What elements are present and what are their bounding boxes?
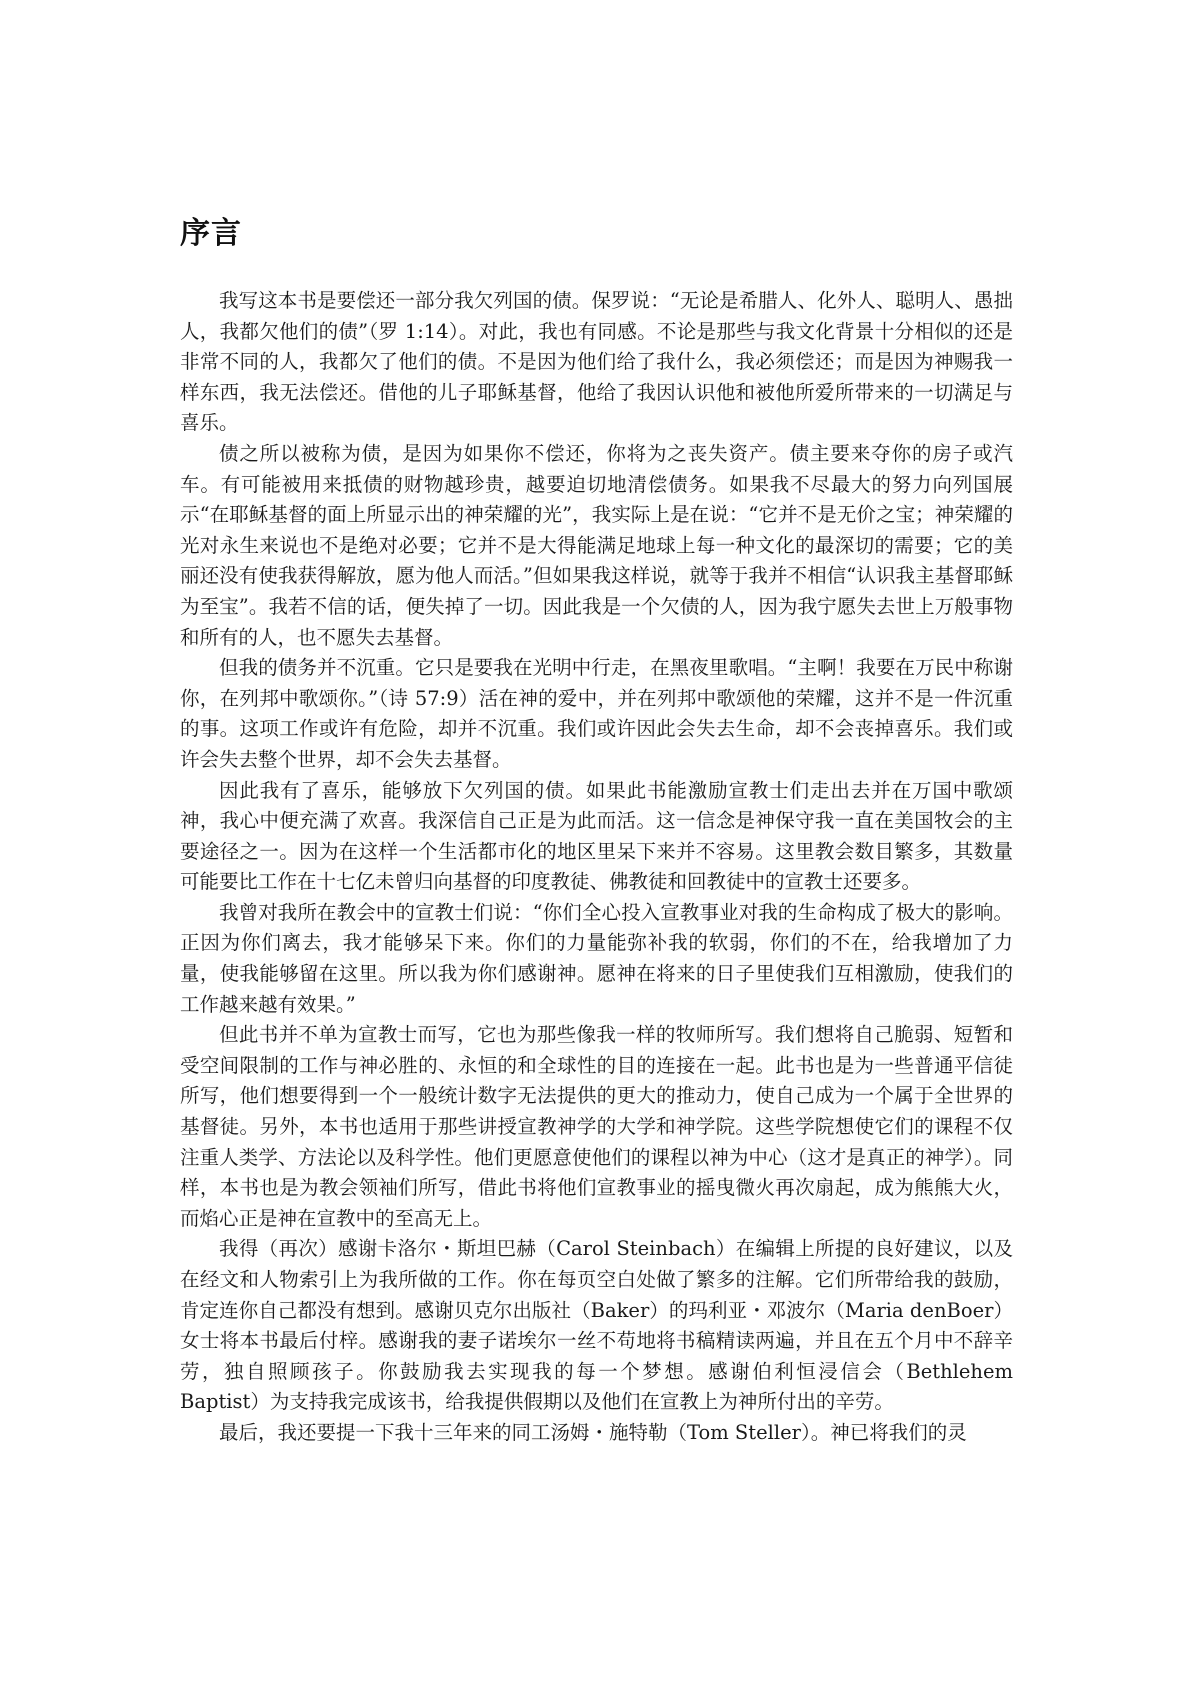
paragraph-6: 但此书并不单为宣教士而写，它也为那些像我一样的牧师所写。我们想将自己脆弱、短暂和受空间限制的工作与神必胜的、永恒的和全球性的目的连接在一起。此书也是为一些普通平信徒所写，他们想要得到一个一般统计数字无法提供的更大的推动力，使自己成为一个属于全世界的基督徒。另外，本书也适用于那些讲授宣教神学的大学和神学院。这些学院想使它们的课程不仅注重人类学、方法论以及科学性。他们更愿意使他们的课程以神为中心（这才是真正的神学）。同样，本书也是为教会领袖们所写，借此书将他们宣教事业的摇曳微火再次扇起，成为熊熊大火，而焰心正是神在宣教中的至高无上。	[180, 1023, 1013, 1230]
page-title: 序言	[180, 216, 242, 251]
paragraph-8: 最后，我还要提一下我十三年来的同工汤姆・施特勒（Tom Steller）。神已将我们的灵	[219, 1420, 967, 1444]
paragraph-7: 我得（再次）感谢卡洛尔・斯坦巴赫（Carol Steinbach）在编辑上所提的良好建议，以及在经文和人物索引上为我所做的工作。你在每页空白处做了繁多的注解。它们所带给我的鼓励，肯定连你自己都没有想到。感谢贝克尔出版社（Baker）的玛利亚・邓波尔（Maria denBoer）女士将本书最后付梓。感谢我的妻子诺埃尔一丝不苟地将书稿精读两遍，并且在五个月中不辞辛劳，独自照顾孩子。你鼓励我去实现我的每一个梦想。感谢伯利恒浸信会（Bethlehem Baptist）为支持我完成该书，给我提供假期以及他们在宣教上为神所付出的辛劳。	[180, 1237, 1013, 1414]
body-text	[180, 286, 1013, 1449]
paragraph-5: 我曾对我所在教会中的宣教士们说：“你们全心投入宣教事业对我的生命构成了极大的影响。正因为你们离去，我才能够呆下来。你们的力量能弥补我的软弱，你们的不在，给我增加了力量，使我能够留在这里。所以我为你们感谢神。愿神在将来的日子里使我们互相激励，使我们的工作越来越有效果。”	[180, 900, 1013, 1016]
paragraph-1: 我写这本书是要偿还一部分我欠列国的债。保罗说：“无论是希腊人、化外人、聪明人、愚拙人，我都欠他们的债”（罗 1:14）。对此，我也有同感。不论是那些与我文化背景十分相似的还是非常不同的人，我都欠了他们的债。不是因为他们给了我什么，我必须偿还；而是因为神赐我一样东西，我无法偿还。借他的儿子耶稣基督，他给了我因认识他和被他所爱所带来的一切满足与喜乐。	[180, 289, 1013, 435]
paragraph-4: 因此我有了喜乐，能够放下欠列国的债。如果此书能激励宣教士们走出去并在万国中歌颂神，我心中便充满了欢喜。我深信自己正是为此而活。这一信念是神保守我一直在美国牧会的主要途径之一。因为在这样一个生活都市化的地区里呆下来并不容易。这里教会数目繁多，其数量可能要比工作在十七亿未曾归向基督的印度教徒、佛教徒和回教徒中的宣教士还要多。	[180, 778, 1013, 894]
paragraph-2: 债之所以被称为债，是因为如果你不偿还，你将为之丧失资产。债主要来夺你的房子或汽车。有可能被用来抵债的财物越珍贵，越要迫切地清偿债务。如果我不尽最大的努力向列国展示“在耶稣基督的面上所显示出的神荣耀的光”，我实际上是在说：“它并不是无价之宝；神荣耀的光对永生来说也不是绝对必要；它并不是大得能满足地球上每一种文化的最深切的需要；它的美丽还没有使我获得解放，愿为他人而活。”但如果我这样说，就等于我并不相信“认识我主基督耶稣为至宝”。我若不信的话，便失掉了一切。因此我是一个欠债的人，因为我宁愿失去世上万般事物和所有的人，也不愿失去基督。	[180, 441, 1013, 649]
paragraph-3: 但我的债务并不沉重。它只是要我在光明中行走，在黑夜里歌唱。“主啊！我要在万民中称谢你，在列邦中歌颂你。”（诗 57:9）活在神的爱中，并在列邦中歌颂他的荣耀，这并不是一件沉重的事。这项工作或许有危险，却并不沉重。我们或许因此会失去生命，却不会丧掉喜乐。我们或许会失去整个世界，却不会失去基督。	[180, 656, 1013, 771]
